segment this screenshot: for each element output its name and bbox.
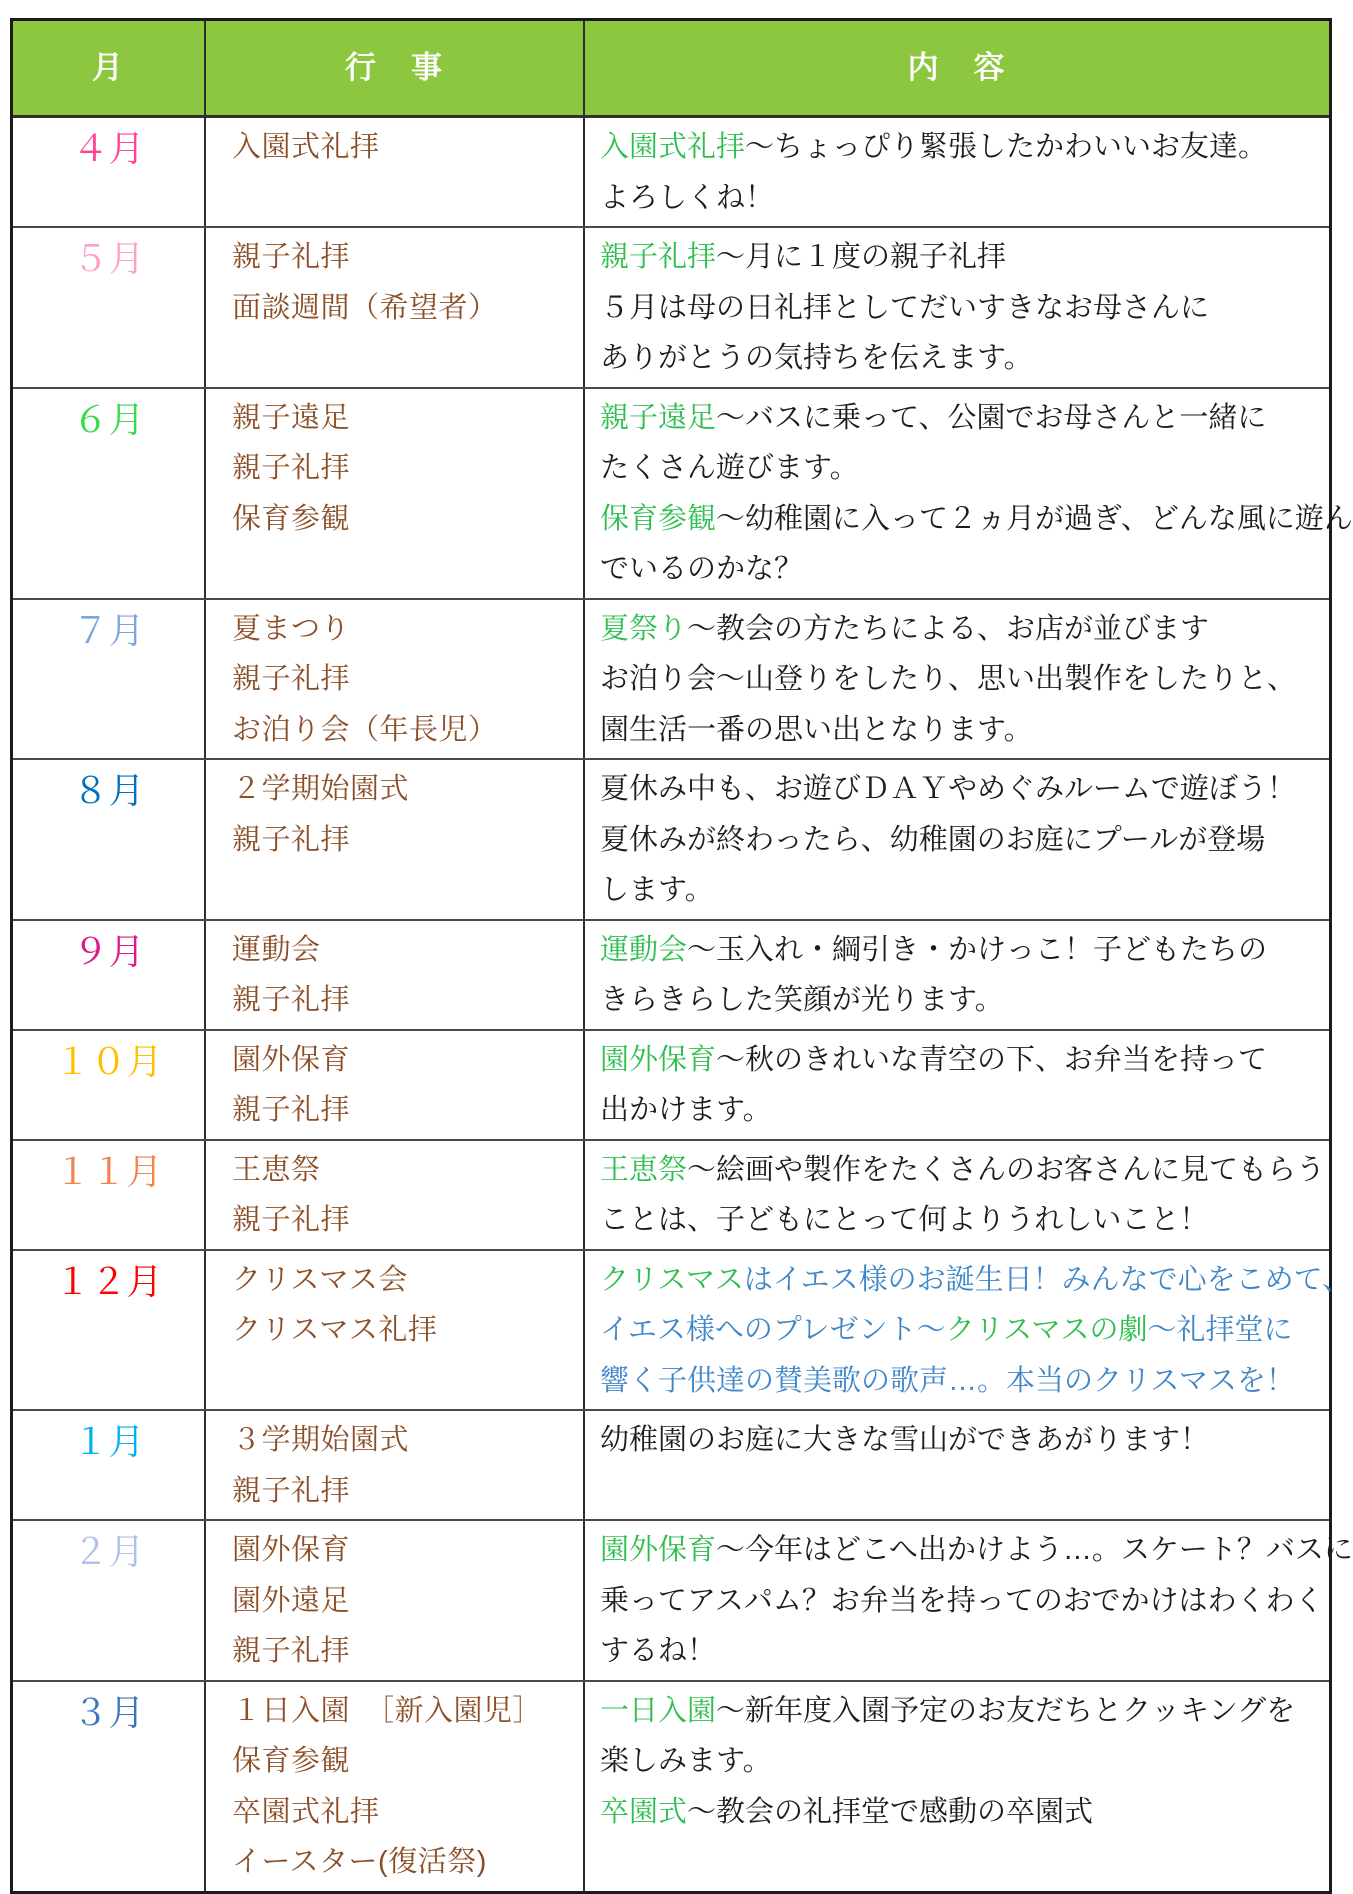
event-item: 園外保育 [232, 1043, 351, 1076]
events-cell [206, 228, 585, 387]
month-cell [13, 760, 206, 919]
content-line: するね！ [600, 1635, 717, 1667]
table-row [13, 1029, 1329, 1139]
month-label: ５月 [72, 238, 145, 279]
event-item: イースター(復活祭) [232, 1846, 487, 1878]
content-line: 夏祭り～教会の方たちによる、お店が並びます [600, 612, 1210, 645]
month-label: ６月 [72, 398, 145, 440]
event-item: 親子礼拝 [232, 1204, 351, 1236]
table-row [13, 118, 1329, 226]
month-label: １２月 [54, 1260, 163, 1302]
events-cell [206, 118, 585, 226]
table-row [13, 1249, 1352, 1410]
content-cell [585, 1682, 1329, 1891]
events-cell [206, 1521, 585, 1680]
table-row [13, 1680, 1329, 1891]
events-cell [206, 1141, 585, 1249]
event-item: 保育参観 [232, 1745, 351, 1777]
event-item: 園外保育 [232, 1534, 351, 1566]
content-line: します。 [600, 874, 714, 906]
event-item: ２学期始園式 [232, 773, 410, 805]
month-cell [13, 921, 206, 1029]
event-item: 卒園式礼拝 [232, 1795, 380, 1828]
events-cell [206, 600, 585, 759]
month-cell [13, 1141, 206, 1249]
event-item: 親子礼拝 [232, 663, 351, 695]
content-line: 夏休み中も、お遊びＤＡＹやめぐみルームで遊ぼう！ [600, 773, 1297, 805]
header-content: 内 容 [907, 50, 1007, 85]
events-cell [206, 921, 585, 1029]
month-label: １月 [72, 1421, 145, 1462]
content-line: 運動会～玉入れ・綱引き・かけっこ！子どもたちの [600, 933, 1268, 966]
content-line: 出かけます。 [600, 1094, 772, 1126]
month-label: ９月 [72, 930, 145, 972]
month-label: ７月 [72, 609, 145, 651]
table-row [13, 758, 1329, 919]
event-item: 親子礼拝 [232, 1094, 351, 1126]
table-row [13, 919, 1329, 1029]
schedule-table-body [13, 118, 1353, 1891]
month-label: ２月 [72, 1531, 145, 1572]
table-row [13, 598, 1329, 759]
content-line: 一日入園～新年度入園予定のお友だちとクッキングを [600, 1694, 1296, 1727]
event-item: 親子礼拝 [232, 1474, 351, 1507]
content-cell [585, 1031, 1329, 1139]
event-item: 親子礼拝 [232, 241, 351, 273]
content-cell [585, 228, 1329, 387]
table-row [13, 1139, 1329, 1249]
event-item: 親子礼拝 [232, 452, 351, 484]
event-item: 親子礼拝 [232, 1635, 351, 1667]
content-cell [585, 1141, 1329, 1249]
table-row [13, 226, 1329, 387]
events-cell [206, 1682, 585, 1891]
event-item: 園外遠足 [232, 1584, 351, 1617]
content-cell [585, 1251, 1351, 1410]
month-cell [13, 1411, 206, 1519]
month-cell [13, 389, 206, 598]
content-line: 幼稚園のお庭に大きな雪山ができあがります！ [600, 1424, 1210, 1456]
content-line: きらきらした笑顔が光ります。 [600, 984, 1004, 1016]
event-item: 運動会 [232, 933, 321, 966]
content-line: クリスマスはイエス様のお誕生日！みんなで心をこめて、 [600, 1263, 1352, 1296]
content-cell [585, 389, 1353, 598]
events-cell [206, 389, 585, 598]
month-cell [13, 1521, 206, 1680]
table-row [13, 387, 1353, 598]
month-cell [13, 1031, 206, 1139]
events-cell [206, 760, 585, 919]
event-item: ３学期始園式 [232, 1424, 410, 1456]
content-line: 園生活一番の思い出となります。 [600, 713, 1033, 746]
events-cell [206, 1411, 585, 1519]
event-item: 親子礼拝 [232, 823, 351, 856]
month-cell [13, 600, 206, 759]
content-line: 夏休みが終わったら、幼稚園のお庭にプールが登場 [600, 823, 1266, 856]
month-cell [13, 118, 206, 226]
content-cell [585, 1521, 1353, 1680]
event-item: １日入園 ［新入園児］ [232, 1694, 543, 1727]
content-line: 乗ってアスパム？お弁当を持ってのおでかけはわくわく [600, 1584, 1324, 1617]
content-cell [585, 1411, 1329, 1519]
event-item: 入園式礼拝 [232, 131, 380, 163]
event-item: 保育参観 [232, 502, 351, 535]
content-line: 保育参観～幼稚園に入って２ヵ月が過ぎ、どんな風に遊ん [600, 502, 1353, 535]
content-line: でいるのかな？ [600, 553, 804, 585]
header-events: 行 事 [206, 21, 585, 115]
content-cell [585, 118, 1329, 226]
event-item: 親子遠足 [232, 401, 351, 434]
table-row [13, 1519, 1353, 1680]
month-label: １１月 [54, 1150, 163, 1192]
event-item: クリスマス会 [232, 1263, 408, 1296]
event-item: 王恵祭 [232, 1153, 321, 1186]
event-item: クリスマス礼拝 [232, 1314, 438, 1346]
content-line: 響く子供達の賛美歌の歌声…。本当のクリスマスを！ [600, 1364, 1295, 1397]
content-line: 卒園式～教会の礼拝堂で感動の卒園式 [600, 1795, 1094, 1828]
table-header-row [13, 21, 1329, 118]
content-cell [585, 921, 1329, 1029]
events-cell [206, 1251, 585, 1410]
event-item: お泊り会（年長児） [232, 713, 498, 746]
month-cell [13, 1251, 206, 1410]
table-row [13, 1409, 1329, 1519]
content-line: 園外保育～秋のきれいな青空の下、お弁当を持って [600, 1043, 1268, 1076]
content-line: イエス様へのプレゼント～クリスマスの劇～礼拝堂に [600, 1314, 1293, 1346]
events-cell [206, 1031, 585, 1139]
month-cell [13, 1682, 206, 1891]
content-line: 園外保育～今年はどこへ出かけよう…。スケート？バスに [600, 1534, 1353, 1566]
content-line: ありがとうの気持ちを伝えます。 [600, 342, 1033, 374]
month-label: １０月 [54, 1040, 163, 1082]
content-line: 入園式礼拝～ちょっぴり緊張したかわいいお友達。 [600, 131, 1268, 163]
month-cell [13, 228, 206, 387]
content-line: 親子礼拝～月に１度の親子礼拝 [600, 241, 1007, 273]
content-line: よろしくね！ [600, 181, 775, 214]
content-line: ５月は母の日礼拝としてだいすきなお母さんに [600, 291, 1210, 324]
month-label: ８月 [72, 770, 145, 811]
event-item: 面談週間（希望者） [232, 291, 498, 324]
content-line: 王恵祭～絵画や製作をたくさんのお客さんに見てもらう [600, 1153, 1326, 1186]
month-label: ３月 [72, 1691, 145, 1733]
header-month: 月 [13, 21, 206, 115]
content-line: たくさん遊びます。 [600, 452, 859, 484]
event-item: 夏まつり [232, 612, 351, 645]
content-cell [585, 760, 1329, 919]
content-line: ことは、子どもにとって何よりうれしいこと！ [600, 1204, 1209, 1236]
content-line: 親子遠足～バスに乗って、公園でお母さんと一緒に [600, 401, 1267, 434]
content-cell [585, 600, 1329, 759]
month-label: ４月 [72, 128, 145, 169]
content-line: 楽しみます。 [600, 1745, 772, 1777]
event-item: 親子礼拝 [232, 984, 351, 1016]
content-line: お泊り会～山登りをしたり、思い出製作をしたりと、 [600, 663, 1297, 695]
annual-events-table [10, 18, 1353, 1894]
